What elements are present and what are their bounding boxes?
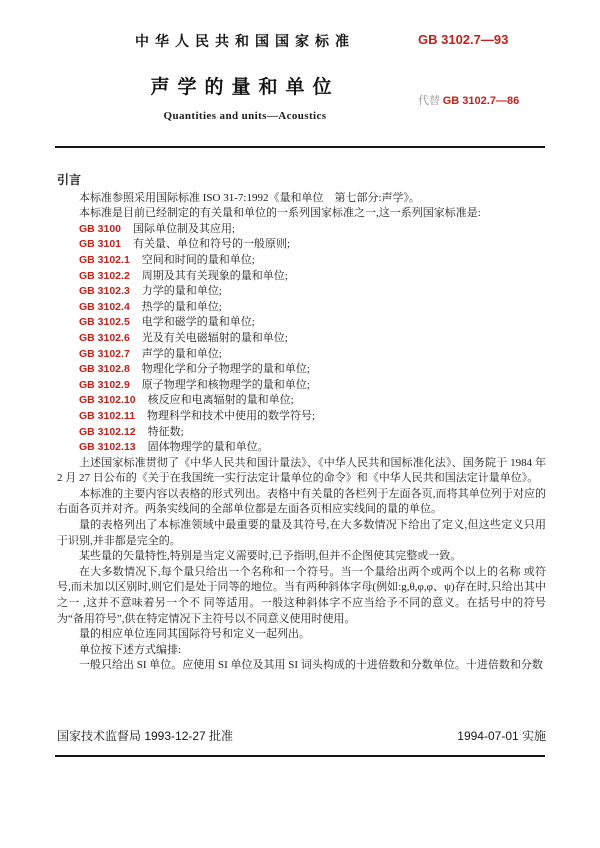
standard-code: GB 3102.7—93 [418, 32, 509, 47]
approval-note: 国家技术监督局 1993-12-27 批准 [57, 729, 234, 743]
standards-list-item [57, 284, 546, 300]
gb-item-desc: 核反应和电离辐射的量和单位; [147, 394, 294, 407]
gb-item-desc: 周期及其有关现象的量和单位; [141, 269, 288, 282]
header-divider [55, 146, 545, 148]
paragraph-quantities-tables: 量的表格列出了本标准领域中最重要的量及其符号,在大多数情况下给出了定义,但这些定义只用于识别,并非都是完全的。 [57, 519, 546, 547]
gb-item-desc: 空间和时间的量和单位; [141, 253, 255, 266]
gb-item-code: GB 3102.7 [79, 347, 130, 360]
gb-item-code: GB 3102.4 [79, 300, 130, 313]
document-title: 声学的量和单位 [150, 77, 340, 98]
gb-item-code: GB 3102.2 [79, 269, 130, 282]
standard-type-heading: 中华人民共和国国家标准 [135, 33, 355, 49]
gb-item-code: GB 3102.1 [79, 253, 130, 266]
gb-item-code: GB 3102.3 [79, 285, 130, 298]
standards-list-item [57, 315, 546, 331]
standards-list-item [57, 409, 546, 425]
gb-item-code: GB 3102.9 [79, 378, 130, 391]
standards-list-item [57, 347, 546, 363]
gb-item-desc: 固体物理学的量和单位。 [147, 441, 269, 454]
standards-list-item [57, 237, 546, 253]
gb-item-desc: 国际单位制及其应用; [133, 222, 236, 235]
paragraph-si-units: 一般只给出 SI 单位。应使用 SI 单位及其用 SI 词头构成的十进倍数和分数单位。十进倍数和分数 [79, 659, 543, 672]
implementation-date: 1994-07-01 实施 [457, 729, 546, 743]
paragraph-names-symbols: 在大多数情况下,每个量只给出一个名称和一个符号。当一个量给出两个或两个以上的名称 或符号,而未加以区别时,则它们是处于同等的地位。当有两种斜体字母(例如:g,θ,φ,φ、ψ)存在时,只给出其中之一 ,这并不意味着另一个不 同等适用。一般这种斜体字不应当给予不同的意义。在括号中的符号为“备用符号”,供在特定情况下主符号以不同意义使用时使用。 [57, 565, 546, 625]
standards-list-item [57, 393, 546, 409]
standards-list-item [57, 378, 546, 394]
paragraph-iso-reference: 本标准参照采用国际标准 ISO 31-7:1992《量和单位 第七部分:声学》。 [79, 191, 420, 204]
gb-item-code: GB 3101 [79, 238, 122, 251]
document-body [57, 173, 546, 674]
gb-item-code: GB 3100 [79, 222, 122, 235]
gb-item-desc: 特征数; [147, 425, 184, 438]
gb-item-desc: 电学和磁学的量和单位; [141, 316, 255, 329]
paragraph-legal-basis: 上述国家标准贯彻了《中华人民共和国计量法》、《中华人民共和国标准化法》、国务院于 1984 年 2 月 27 日公布的《关于在我国统一实行法定计量单位的命令》和《中华人民共和国法定计量单位》。 [57, 456, 546, 485]
document-footer [57, 727, 546, 744]
gb-item-code: GB 3102.5 [79, 316, 130, 329]
standards-list-item [57, 362, 546, 378]
english-title: Quantities and units—Acoustics [163, 110, 327, 122]
standards-list-item [57, 425, 546, 441]
gb-item-code: GB 3102.6 [79, 331, 130, 344]
paragraph-table-layout: 本标准的主要内容以表格的形式列出。表格中有关量的各栏列于左面各页,而将其单位列于对应的右面各页并对齐。两条实线间的全部单位都是左面各页相应实线间的量的单位。 [57, 487, 546, 516]
gb-item-desc: 力学的量和单位; [141, 285, 222, 298]
gb-item-code: GB 3102.11 [79, 409, 136, 422]
gb-item-code: GB 3102.8 [79, 363, 130, 376]
replaces-note [418, 92, 558, 108]
gb-item-code: GB 3102.10 [79, 394, 136, 407]
standards-list-item [57, 440, 546, 456]
standards-list [57, 222, 546, 456]
standards-list-item [57, 222, 546, 238]
footer-divider [55, 755, 545, 757]
section-heading-introduction: 引言 [57, 173, 82, 187]
gb-item-code: GB 3102.13 [79, 441, 136, 454]
standards-list-item [57, 269, 546, 285]
paragraph-units-arrangement: 单位按下述方式编排: [79, 643, 182, 656]
replaces-label: 代替 [418, 95, 440, 107]
paragraph-vector-note: 某些量的矢量特性,特别是当定义需要时,已予指明,但并不企图使其完整或一致。 [79, 550, 462, 563]
gb-item-desc: 光及有关电磁辐射的量和单位; [141, 331, 288, 344]
standards-list-item [57, 253, 546, 269]
gb-item-code: GB 3102.12 [79, 425, 136, 438]
standards-list-item [57, 300, 546, 316]
gb-item-desc: 声学的量和单位; [141, 347, 222, 360]
paragraph-units-listed: 量的相应单位连同其国际符号和定义一起列出。 [79, 628, 310, 641]
gb-item-desc: 物理化学和分子物理学的量和单位; [141, 363, 310, 376]
paragraph-series-intro: 本标准是目前已经制定的有关量和单位的一系列国家标准之一,这一系列国家标准是: [79, 207, 481, 220]
gb-item-desc: 有关量、单位和符号的一般原则; [133, 238, 291, 251]
standards-list-item [57, 331, 546, 347]
replaces-code: GB 3102.7—86 [442, 95, 520, 107]
gb-item-desc: 热学的量和单位; [141, 300, 222, 313]
gb-item-desc: 物理科学和技术中使用的数学符号; [147, 409, 316, 422]
gb-item-desc: 原子物理学和核物理学的量和单位; [141, 378, 310, 391]
